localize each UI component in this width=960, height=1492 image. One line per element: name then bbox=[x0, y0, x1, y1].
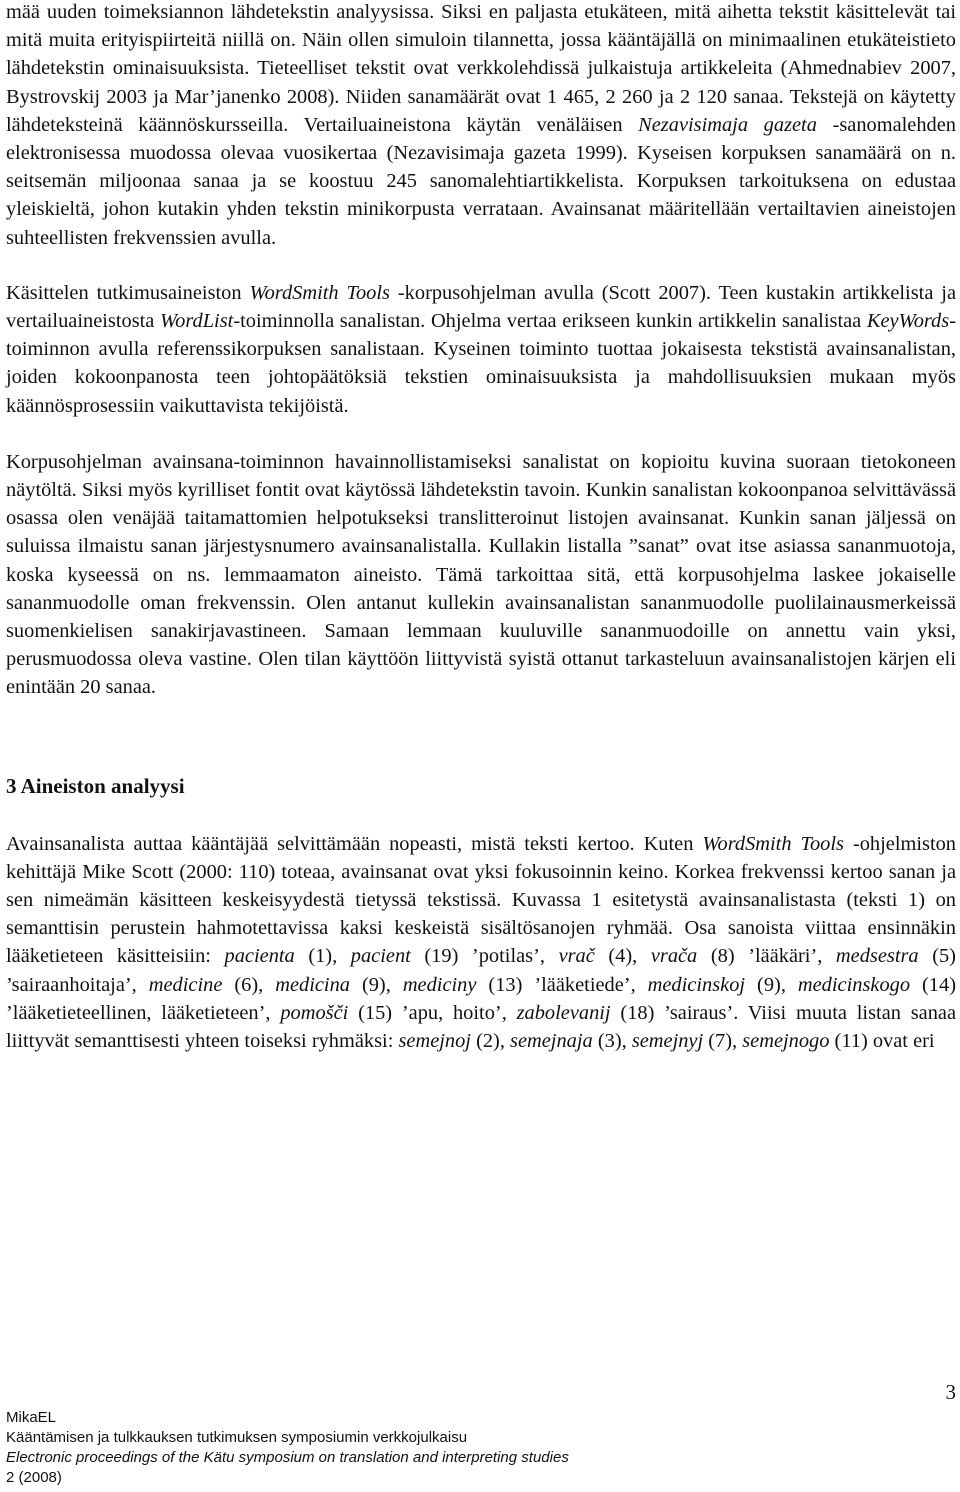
section-heading: 3 Aineiston analyysi bbox=[6, 773, 185, 798]
footer-journal-subtitle-fi: Kääntämisen ja tulkkauksen tutkimuksen symposiumin verkkojulkaisu bbox=[6, 1429, 468, 1446]
software-name: WordSmith Tools bbox=[249, 281, 390, 304]
paragraph-methods: mää uuden toimeksiannon lähdetekstin analyysissa. Siksi en paljasta etukäteen, mitä aihetta tekstit käsittelevät tai mitä muita erityispiirteitä niillä on. Näin ollen simuloin tilannetta, jossa kääntäjällä on minimaalinen etukäteistieto lähdetekstin ominaisuuksista. Tieteelliset tekstit ovat verkkolehdissä julkaistuja artikkeleita (Ahmednabiev 2007, Bystrovskij 2003 ja Mar’janenko 2008). Niiden sanamäärät ovat 1 465, 2 260 ja 2 120 sanaa. Tekstejä on käytetty lähdeteksteinä käännöskursseilla. Vertailuaineistona käytän venäläisen Nezavisimaja gazeta -sanomalehden elektronisessa muodossa olevaa vuosikertaa (Nezavisimaja gazeta 1999). Kyseisen korpuksen sanamäärä on n. seitsemän miljoonaa sanaa ja se koostuu 245 sanomalehtiartikkelista. Korpuksen tarkoituksena on edustaa yleiskieltä, johon kutakin yhden tekstin minikorpusta verrataan. Avainsanat määritellään vertailtavien aineistojen suhteellisten frekvenssien avulla. bbox=[6, 1, 956, 249]
page-footer bbox=[6, 1408, 956, 1488]
function-name-keywords: KeyWords bbox=[866, 310, 950, 333]
footer-journal-subtitle-en: Electronic proceedings of the Kätu symposium on translation and interpreting studies bbox=[6, 1449, 569, 1466]
function-name-wordlist: WordList bbox=[160, 310, 234, 333]
footer-journal-name: MikaEL bbox=[6, 1409, 57, 1426]
footer-issue: 2 (2008) bbox=[6, 1469, 62, 1486]
page-number: 3 bbox=[945, 1380, 956, 1404]
paragraph-wordsmith: Käsittelen tutkimusaineiston WordSmith Tools -korpusohjelman avulla (Scott 2007). Teen kustakin artikkelista ja vertailuaineistosta WordList-toiminnolla sanalistan. Ohjelma vertaa erikseen kunkin artikkelin sanalistaa KeyWords-toiminnon avulla referenssikorpuksen sanalistaan. Kyseinen toiminto tuottaa jokaisesta tekstistä avainsanalistan, joiden kokoonpanosta teen johtopäätöksiä tekstien ominaisuuksista ja mahdollisuuksien mukaan myös käännösprosessiin vaikuttavista tekijöistä. bbox=[6, 281, 956, 417]
paragraph-keyword-lists: Korpusohjelman avainsana-toiminnon havainnollistamiseksi sanalistat on kopioitu kuvina suoraan tietokoneen näytöltä. Siksi myös kyrilliset fontit ovat käytössä lähdetekstin tavoin. Kunkin sanalistan kokoonpanoa selvittävässä osassa olen venäjää taitamattomien helpotukseksi translitteroinut listojen avainsanat. Kunkin sanan jäljessä on suluissa ilmaistu sanan järjestysnumero avainsanalistalla. Kullakin listalla ”sanat” ovat itse asiassa sananmuotoja, koska kyseessä on ns. lemmaamaton aineisto. Tämä tarkoittaa sitä, että korpusohjelma laskee jokaiselle sananmuodolle oman frekvenssin. Olen antanut kullekin avainsanalistan sananmuodolle puolilainausmerkeissä suomenkielisen sanakirjavastineen. Samaan lemmaan kuuluville sananmuodoille on annettu vain yksi, perusmuodossa oleva vastine. Olen tilan käyttöön liittyvistä syistä ottanut tarkasteluun avainsanalistojen kärjen eli enintään 20 sanaa. bbox=[6, 450, 956, 699]
body-text bbox=[6, 0, 956, 1055]
newspaper-title: Nezavisimaja gazeta bbox=[638, 113, 817, 136]
paragraph-analysis: Avainsanalista auttaa kääntäjää selvittämään nopeasti, mistä teksti kertoo. Kuten WordSmith Tools -ohjelmiston kehittäjä Mike Scott (2000: 110) toteaa, avainsanat ovat yksi fokusoinnin keino. Korkea frekvenssi kertoo sanan ja sen nimeämän käsitteen keskeisyydestä tietyssä tekstissä. Kuvassa 1 esitetystä avainsanalistasta (teksti 1) on semanttisin perustein hahmotettavissa kaksi keskeistä sisältösanojen ryhmää. Osa sanoista viittaa ensinnäkin lääketieteen käsitteisiin: pacienta (1), pacient (19) ’potilas’, vrač (4), vrača (8) ’lääkäri’, medsestra (5) ’sairaanhoitaja’, medicine (6), medicina (9), mediciny (13) ’lääketiede’, medicinskoj (9), medicinskogo (14) ’lääketieteellinen, lääketieteen’, pomošči (15) ’apu, hoito’, zabolevanij (18) ’sairaus’. Viisi muuta listan sanaa liittyvät semanttisesti yhteen toiseksi ryhmäksi: semejnoj (2), semejnaja (3), semejnyj (7), semejnogo (11) ovat eri bbox=[6, 832, 957, 1053]
